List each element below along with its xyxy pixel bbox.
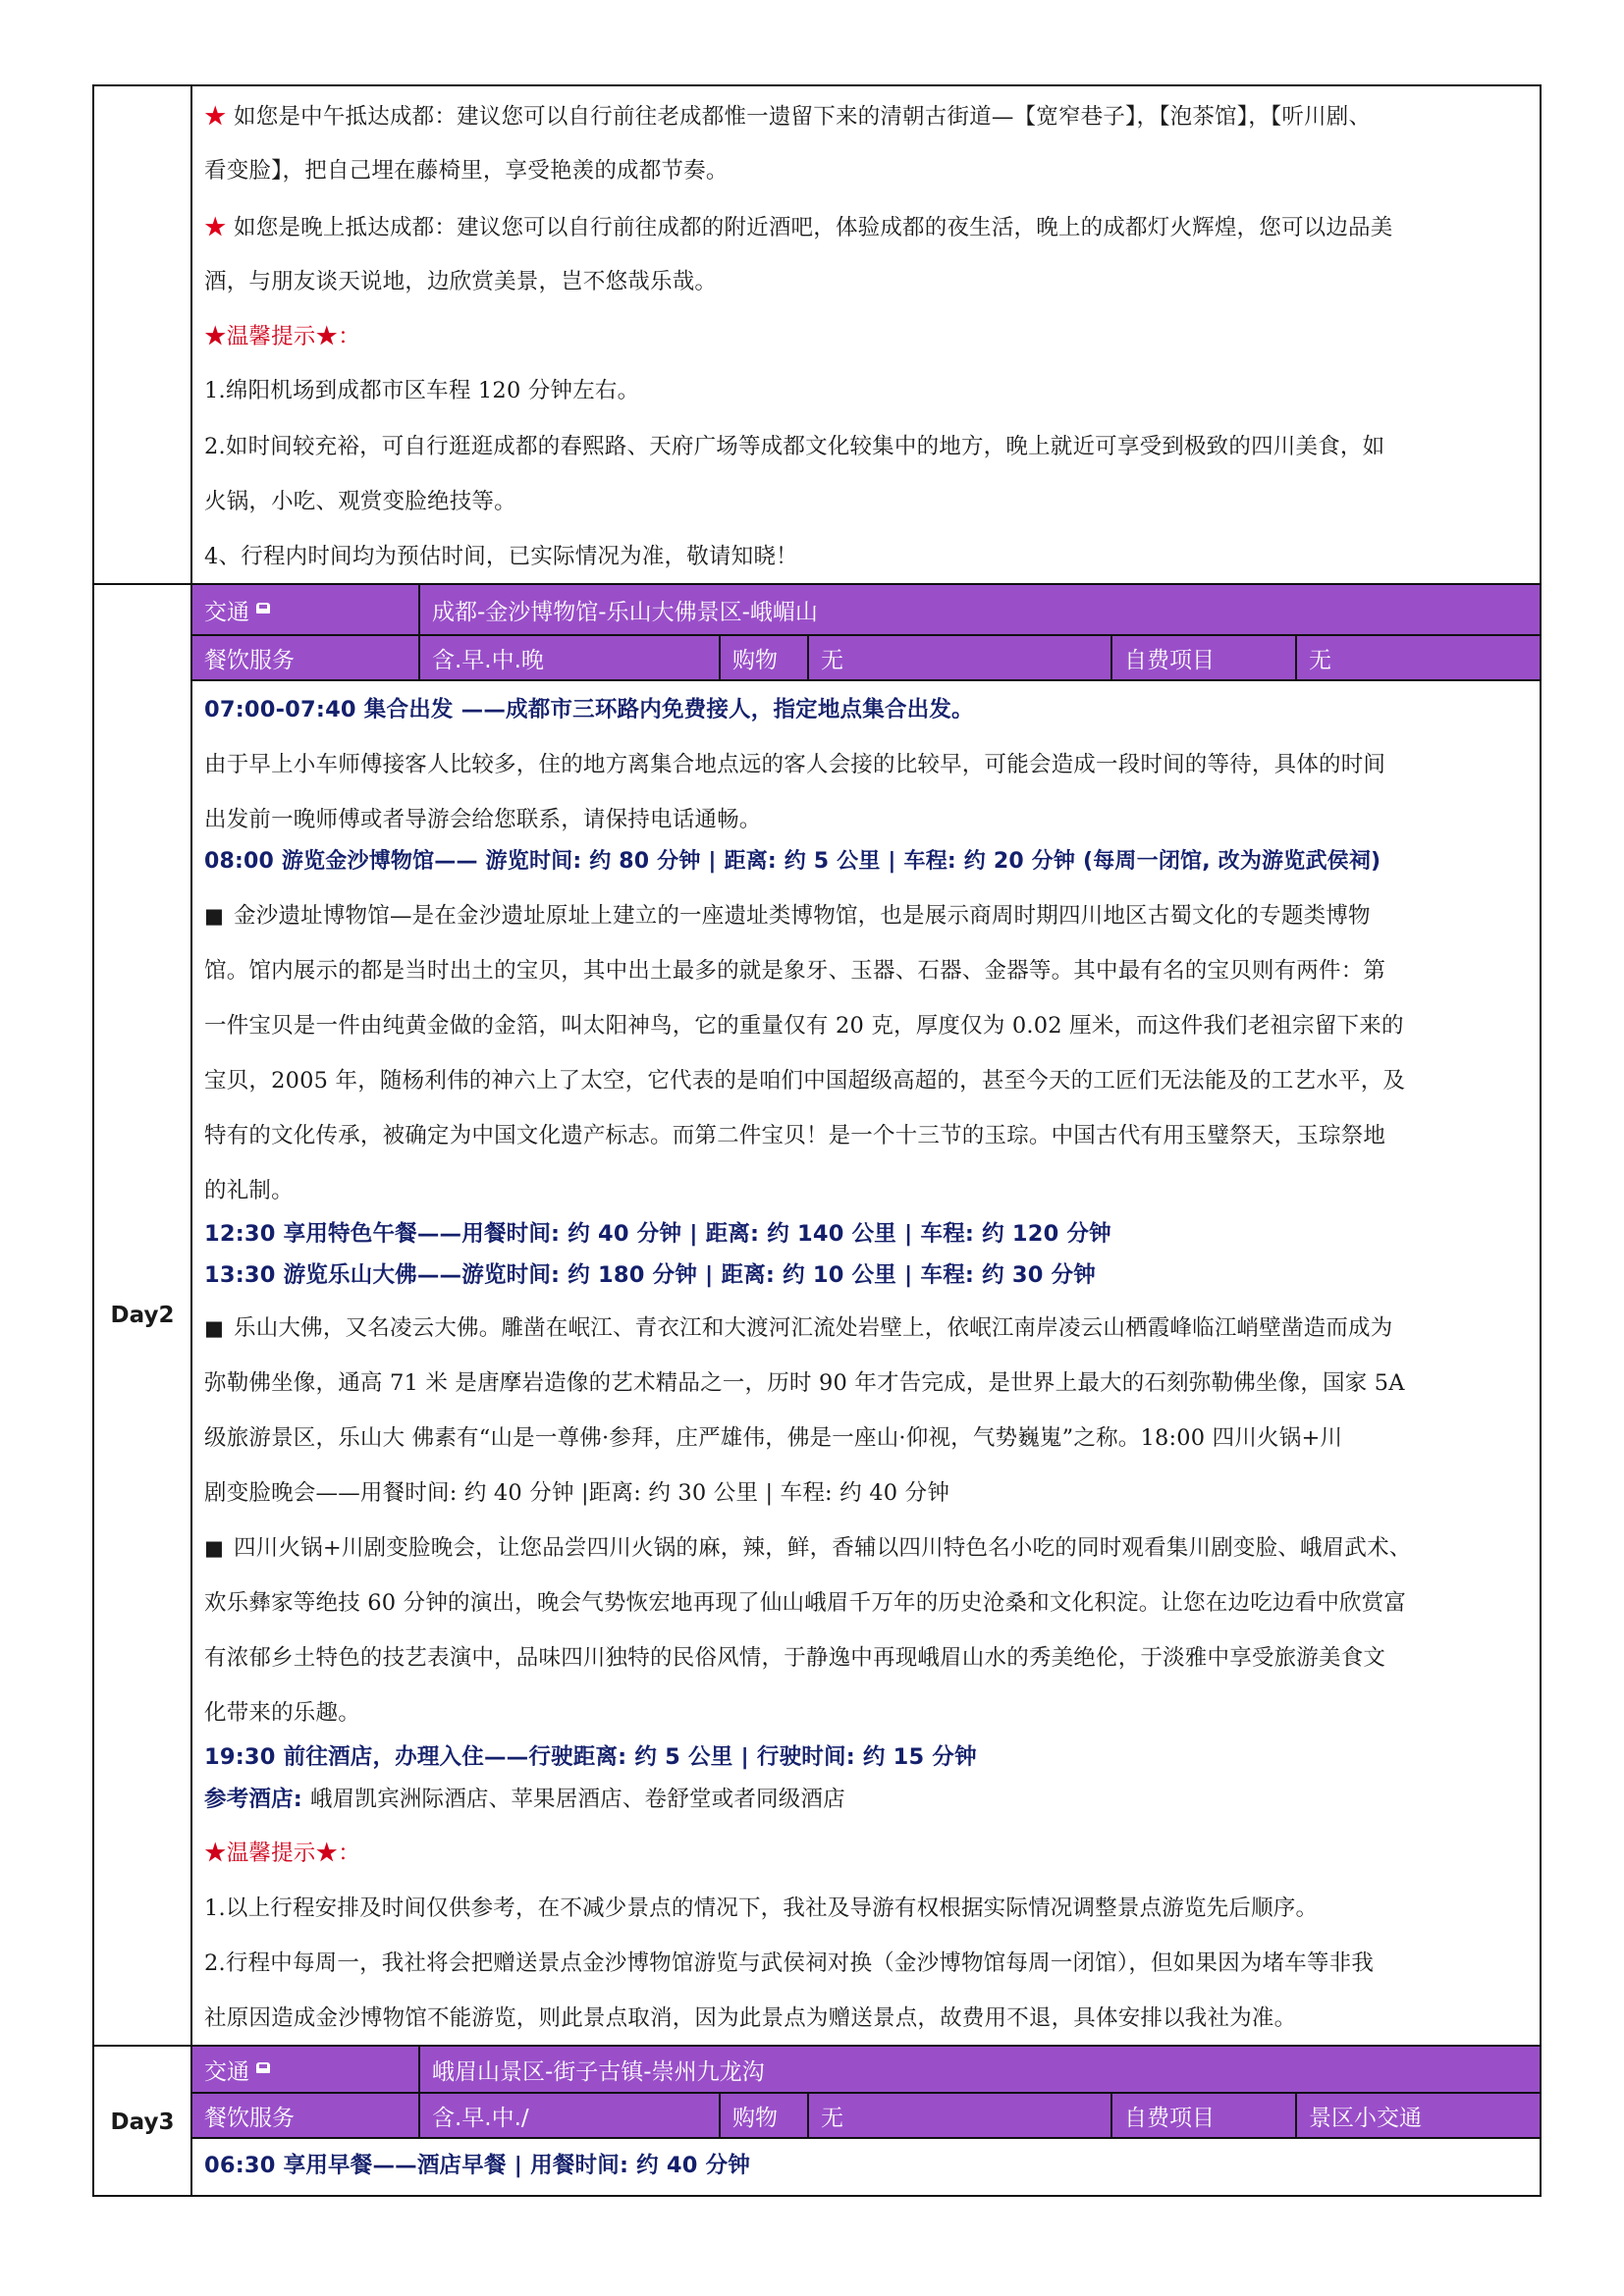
- shop-value: 无: [809, 636, 1112, 679]
- day1-tip-title: ★温馨提示★：: [204, 324, 360, 349]
- bullet-icon: ■: [204, 904, 225, 928]
- transport-label-cell: [192, 2047, 420, 2092]
- route-cell: 成都-金沙博物馆-乐山大佛景区-峨嵋山: [432, 599, 818, 625]
- extra-label: 自费项目: [1112, 636, 1297, 679]
- shop-label: 购物: [721, 636, 809, 679]
- train-icon: [255, 602, 271, 617]
- day2-p2-line2: 馆。馆内展示的都是当时出土的宝贝，其中出土最多的就是象牙、玉器、石器、金器等。其中最有名的宝贝则有两件：第: [204, 958, 1386, 984]
- night-arrival-line2: 酒，与朋友谈天说地，边欣赏美景，岂不悠哉乐哉。: [204, 269, 718, 294]
- route-cell: 峨眉山景区-街子古镇-崇州九龙沟: [432, 2058, 765, 2085]
- bullet-icon: ■: [204, 1536, 225, 1560]
- day2-p3-line3: 级旅游景区，乐山大 佛素有“山是一尊佛·参拜，庄严雄伟，佛是一座山·仰视，气势巍嵬”之称。18:00 四川火锅+川: [204, 1425, 1343, 1451]
- day2-tip-2-line1: 2.行程中每周一，我社将会把赠送景点金沙博物馆游览与武侯祠对换（金沙博物馆每周一闭馆），但如果因为堵车等非我: [204, 1950, 1375, 1976]
- day2-schedule-1230: 12:30 享用特色午餐——用餐时间: 约 40 分钟 | 距离: 约 140 公里 | 车程: 约 120 分钟: [204, 1221, 1111, 1247]
- day2-label-cell: [94, 585, 192, 2047]
- day2-p4-line4: 化带来的乐趣。: [204, 1700, 360, 1726]
- day3-meal-row: [192, 2094, 1540, 2139]
- day2-p3-line4: 剧变脸晚会——用餐时间: 约 40 分钟 |距离: 约 30 公里 | 车程: 约 40 分钟: [204, 1480, 950, 1506]
- day2-p4-line1: ■ 四川火锅+川剧变脸晚会，让您品尝四川火锅的麻，辣，鲜，香辅以四川特色名小吃的同时观看集川剧变脸、峨眉武术、: [204, 1535, 1412, 1561]
- day1-tip-3: 4、行程内时间均为预估时间，已实际情况为准，敬请知晓！: [204, 544, 798, 569]
- day2-tip-1: 1.以上行程安排及时间仅供参考，在不减少景点的情况下，我社及导游有权根据实际情况调整景点游览先后顺序。: [204, 1896, 1319, 1921]
- day2-meal-row: [192, 636, 1540, 681]
- day2-p3-line2: 弥勒佛坐像，通高 71 米 是唐摩岩造像的艺术精品之一，历时 90 年才告完成，是世界上最大的石刻弥勒佛坐像，国家 5A: [204, 1370, 1405, 1396]
- star-icon: ★: [204, 104, 227, 130]
- day1-label-cell: [94, 86, 192, 585]
- day2-p2-line1: ■ 金沙遗址博物馆—是在金沙遗址原址上建立的一座遗址类博物馆，也是展示商周时期四川地区古蜀文化的专题类博物: [204, 903, 1371, 929]
- day2-tip-title: ★温馨提示★：: [204, 1841, 360, 1866]
- day2-p3-line1: ■ 乐山大佛，又名凌云大佛。雕凿在岷江、青衣江和大渡河汇流处岩壁上，依岷江南岸凌云山栖霞峰临江峭壁凿造而成为: [204, 1315, 1393, 1341]
- star-icon: ★: [204, 215, 227, 240]
- day2-p4-line2: 欢乐彝家等绝技 60 分钟的演出，晚会气势恢宏地再现了仙山峨眉千万年的历史沧桑和文化积淀。让您在边吃边看中欣赏富: [204, 1590, 1407, 1616]
- transport-label: 交通: [204, 2058, 249, 2085]
- meal-label: 餐饮服务: [192, 636, 420, 679]
- meal-value: 含.早.中.晚: [420, 636, 721, 679]
- day3-label: Day3: [110, 2109, 175, 2135]
- day2-p2-line5: 特有的文化传承，被确定为中国文化遗产标志。而第二件宝贝！是一个十三节的玉琮。中国古代有用玉璧祭天，玉琮祭地: [204, 1123, 1386, 1148]
- transport-label: 交通: [204, 599, 249, 625]
- day2-p4-line3: 有浓郁乡土特色的技艺表演中，品味四川独特的民俗风情，于静逸中再现峨眉山水的秀美绝伦，于淡雅中享受旅游美食文: [204, 1645, 1386, 1671]
- meal-label: 餐饮服务: [192, 2094, 420, 2137]
- day1-tip-2-line1: 2.如时间较充裕，可自行逛逛成都的春熙路、天府广场等成都文化较集中的地方，晚上就近可享受到极致的四川美食，如: [204, 434, 1385, 459]
- shop-value: 无: [809, 2094, 1112, 2137]
- day2-label: Day2: [110, 1302, 175, 1328]
- day2-p1-line2: 出发前一晚师傅或者导游会给您联系，请保持电话通畅。: [204, 807, 762, 832]
- night-arrival-line1: ★ 如您是晚上抵达成都：建议您可以自行前往成都的附近酒吧，体验成都的夜生活，晚上的成都灯火辉煌，您可以边品美: [204, 215, 1393, 240]
- itinerary-table: [92, 84, 1542, 2197]
- transport-label-cell: [192, 585, 420, 634]
- bullet-icon: ■: [204, 1316, 225, 1340]
- day2-schedule-0700: 07:00-07:40 集合出发 ——成都市三环路内免费接人，指定地点集合出发。: [204, 697, 974, 722]
- day3-transport-row: [192, 2047, 1540, 2094]
- day2-transport-row: [192, 585, 1540, 636]
- shop-label: 购物: [721, 2094, 809, 2137]
- day2-p1-line1: 由于早上小车师傅接客人比较多，住的地方离集合地点远的客人会接的比较早，可能会造成一段时间的等待，具体的时间: [204, 752, 1386, 777]
- day1-tip-2-line2: 火锅，小吃、观赏变脸绝技等。: [204, 489, 516, 514]
- day2-p2-line6: 的礼制。: [204, 1178, 294, 1203]
- hotel-label: 参考酒店:: [204, 1787, 311, 1812]
- day2-tip-2-line2: 社原因造成金沙博物馆不能游览，则此景点取消，因为此景点为赠送景点，故费用不退，具体安排以我社为准。: [204, 2005, 1297, 2031]
- day2-schedule-1330: 13:30 游览乐山大佛——游览时间: 约 180 分钟 | 距离: 约 10 公里 | 车程: 约 30 分钟: [204, 1262, 1097, 1288]
- day2-schedule-0800: 08:00 游览金沙博物馆—— 游览时间: 约 80 分钟 | 距离: 约 5 公里 | 车程: 约 20 分钟 (每周一闭馆, 改为游览武侯祠): [204, 849, 1381, 874]
- extra-value: 无: [1309, 647, 1331, 673]
- noon-arrival-line1: ★ 如您是中午抵达成都：建议您可以自行前往老成都惟一遗留下来的清朝古街道—【宽窄巷子】，【泡茶馆】，【听川剧、: [204, 104, 1372, 130]
- day3-label-cell: [94, 2047, 192, 2197]
- meal-value: 含.早.中./: [420, 2094, 721, 2137]
- day1-tip-1: 1.绵阳机场到成都市区车程 120 分钟左右。: [204, 378, 640, 403]
- day3-schedule-0630: 06:30 享用早餐——酒店早餐 | 用餐时间: 约 40 分钟: [204, 2153, 751, 2178]
- day2-schedule-1930: 19:30 前往酒店，办理入住——行驶距离: 约 5 公里 | 行驶时间: 约 15 分钟: [204, 1744, 977, 1770]
- extra-value: 景区小交通: [1309, 2105, 1422, 2131]
- train-icon: [255, 2061, 271, 2077]
- noon-arrival-line2: 看变脸】，把自己埋在藤椅里，享受艳羡的成都节奏。: [204, 158, 729, 184]
- extra-label: 自费项目: [1112, 2094, 1297, 2137]
- day2-hotel: 参考酒店: 峨眉凯宾洲际酒店、苹果居酒店、卷舒堂或者同级酒店: [204, 1787, 845, 1812]
- day2-p2-line3: 一件宝贝是一件由纯黄金做的金箔，叫太阳神鸟，它的重量仅有 20 克，厚度仅为 0.02 厘米，而这件我们老祖宗留下来的: [204, 1013, 1404, 1039]
- day2-p2-line4: 宝贝，2005 年，随杨利伟的神六上了太空，它代表的是咱们中国超级高超的，甚至今天的工匠们无法能及的工艺水平，及: [204, 1068, 1406, 1094]
